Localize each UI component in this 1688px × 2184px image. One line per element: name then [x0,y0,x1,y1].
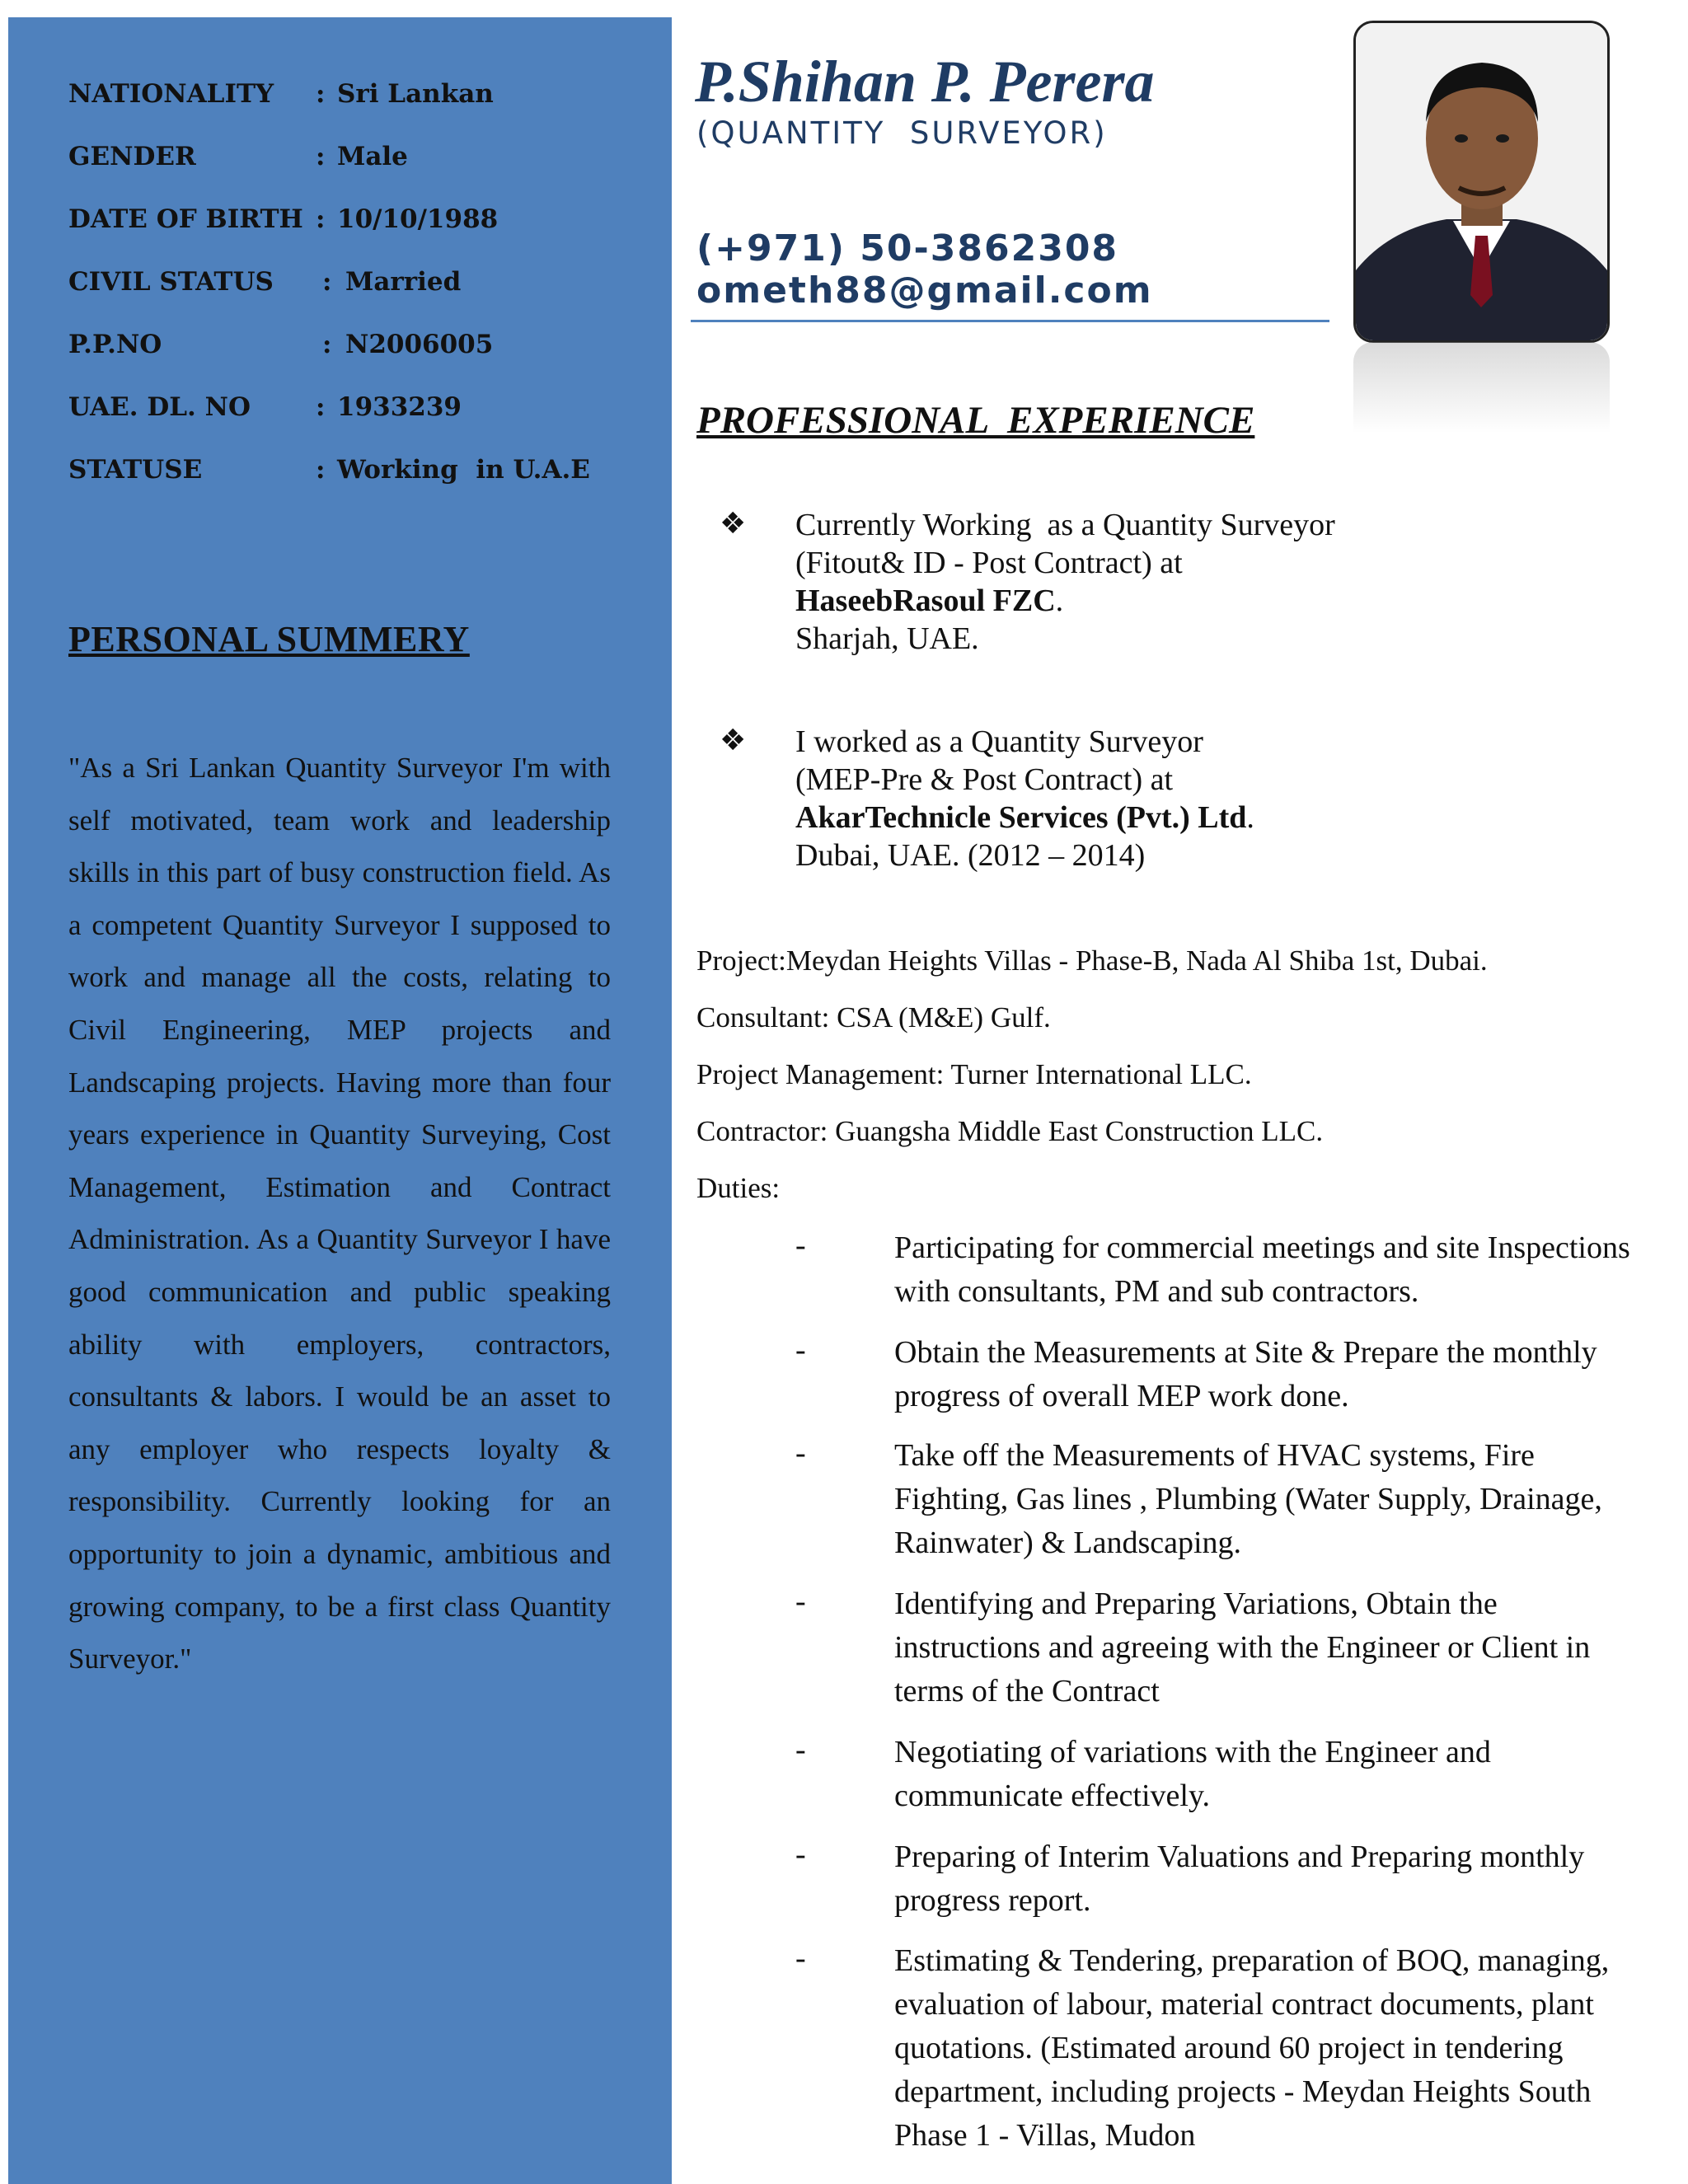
job-company-line [795,799,1254,837]
photo-reflection [1353,342,1610,433]
summary-paragraph: "As a Sri Lankan Quantity Surveyor I'm with self motivated, team work and leadership skills in this part of busy construction field. As a competent Quantity Surveyor I supposed to work and manage all the costs, relating to Civil Engineering, MEP projects and Landscaping projects. Having more than four years experience in Quantity Surveying, Cost Management, Estimation and Contract Administration. As a Quantity Surveyor I have good communication and public speaking ability with employers, contractors, consultants & labors. I would be an asset to any employer who respects loyalty & responsibility. Currently looking for an opportunity to join a dynamic, ambitious and growing company, to be a first class Quantity Surveyor." [68,752,611,1675]
duty-item: Participating for commercial meetings and site Inspections with consultants, PM and sub contractors. [894,1230,1630,1309]
job-scope-line: (Fitout& ID - Post Contract) at [795,546,1183,580]
duty-dash: - [795,1837,806,1872]
job-title-line: I worked as a Quantity Surveyor [795,724,1203,759]
job-scope-line: (MEP-Pre & Post Contract) at [795,762,1174,797]
info-value: 10/10/1988 [337,204,499,234]
info-value: N2006005 [345,330,494,359]
phone-number: (+971) 50-3862308 [696,227,1119,269]
duty-item: Obtain the Measurements at Site & Prepare the monthly progress of overall MEP work done. [894,1335,1597,1413]
job-entry-current [795,506,1335,658]
portrait-illustration [1356,23,1607,340]
header-divider [691,320,1329,322]
info-separator: : [316,142,326,171]
info-value: Sri Lankan [337,79,494,109]
duty-dash: - [795,1584,806,1619]
info-label: NATIONALITY [68,79,274,109]
company-name: AkarTechnicle Services (Pvt.) Ltd [795,800,1247,835]
summary-heading: PERSONAL SUMMERY [68,619,470,659]
info-value: 1933239 [337,392,462,422]
duty-item: Preparing of Interim Valuations and Preparing monthly progress report. [894,1840,1585,1918]
info-label: CIVIL STATUS [68,267,274,297]
project-management-line: Project Management: Turner International LLC. [696,1058,1252,1090]
duty-dash: - [795,1941,806,1975]
job-entry-previous [795,723,1254,874]
duty-item: Estimating & Tendering, preparation of BOQ, managing, evaluation of labour, material contract documents, plant quotations. (Estimated around 60 project in tendering department, including projects - Meydan Heights South Phase 1 - Villas, Mudon [894,1943,1610,2153]
diamond-bullet-icon: ❖ [720,507,747,541]
info-label: UAE. DL. NO [68,392,251,422]
diamond-bullet-icon: ❖ [720,724,747,757]
job-location-line: Sharjah, UAE. [795,621,979,656]
project-line: Project:Meydan Heights Villas - Phase-B, Nada Al Shiba 1st, Dubai. [696,944,1488,977]
info-label: STATUSE [68,455,203,485]
info-label: DATE OF BIRTH [68,204,303,234]
profile-photo [1353,21,1610,343]
info-separator: : [316,79,326,109]
job-title-line: Currently Working as a Quantity Surveyor [795,508,1335,542]
duty-dash: - [795,1333,806,1367]
contractor-line: Contractor: Guangsha Middle East Construction LLC. [696,1115,1324,1147]
info-label: GENDER [68,142,196,171]
info-label: P.P.NO [68,330,162,359]
company-suffix: . [1246,800,1254,835]
duty-dash: - [795,1228,806,1263]
experience-heading: PROFESSIONAL EXPERIENCE [696,399,1255,442]
job-location-line: Dubai, UAE. (2012 – 2014) [795,838,1146,873]
duty-dash: - [795,1732,806,1767]
info-separator: : [316,392,326,422]
duty-item: Negotiating of variations with the Engineer and communicate effectively. [894,1735,1491,1813]
info-value: Married [345,267,462,297]
info-value: Male [337,142,408,171]
info-value: Working in U.A.E [337,455,590,485]
email-address: ometh88@gmail.com [696,269,1153,312]
info-separator: : [322,267,332,297]
company-suffix: . [1055,583,1064,618]
candidate-role: (QUANTITY SURVEYOR) [696,115,1108,151]
consultant-line: Consultant: CSA (M&E) Gulf. [696,1001,1051,1033]
info-separator: : [316,455,326,485]
info-separator: : [316,204,326,234]
job-company-line [795,582,1335,620]
company-name: HaseebRasoul FZC [795,583,1056,618]
duties-label: Duties: [696,1172,781,1204]
candidate-name: P.Shihan P. Perera [695,49,1155,115]
info-separator: : [322,330,332,359]
duty-item: Identifying and Preparing Variations, Obtain the instructions and agreeing with the Engineer or Client in terms of the Contract [894,1586,1591,1708]
duty-item: Take off the Measurements of HVAC systems, Fire Fighting, Gas lines , Plumbing (Water Supply, Drainage, Rainwater) & Landscaping. [894,1438,1602,1560]
duty-dash: - [795,1436,806,1470]
